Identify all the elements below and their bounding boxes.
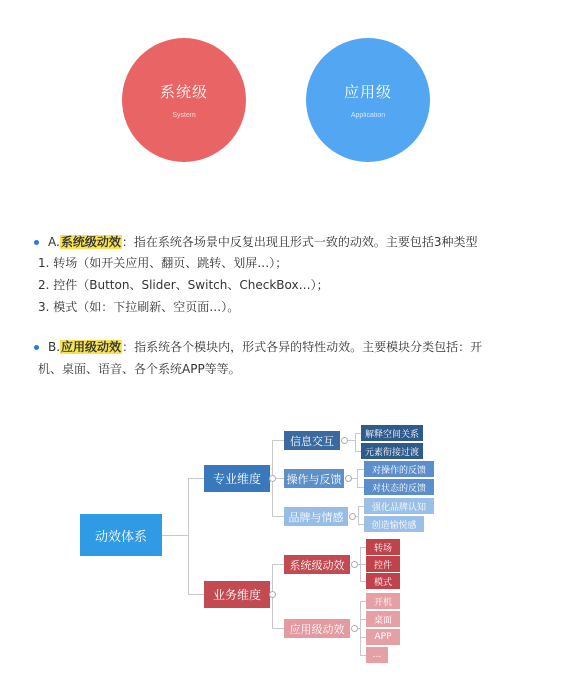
node-operation-feedback: 操作与反馈	[284, 469, 344, 488]
leaf-node: 创造愉悦感	[364, 516, 424, 532]
leaf-node: 转场	[366, 539, 400, 555]
node-app-motion: 应用级动效	[284, 619, 350, 638]
node-business-dimension: 业务维度	[204, 581, 270, 608]
node-brand-emotion: 品牌与情感	[284, 507, 348, 526]
para-b-rest: ：指系统各个模块内，形式各异的特性动效。主要模块分类包括：开	[122, 340, 483, 354]
leaf-node: APP	[366, 629, 400, 645]
collapse-dot-icon	[351, 625, 358, 632]
mindmap-root: 动效体系	[80, 514, 162, 556]
paragraph-a	[48, 231, 477, 253]
collapse-dot-icon	[269, 475, 276, 482]
node-info-interaction: 信息交互	[284, 431, 340, 450]
system-circle	[122, 38, 246, 162]
para-a-highlight: 系统级动效	[60, 235, 121, 249]
paragraph-b-line2: 机、桌面、语音、各个系统APP等等。	[38, 362, 241, 376]
bullet-dot-b	[34, 345, 39, 350]
system-circle-title: 系统级	[159, 83, 208, 101]
leaf-node: 解释空间关系	[361, 425, 423, 441]
system-circle-subtitle: System	[172, 112, 196, 119]
node-system-motion: 系统级动效	[284, 555, 350, 574]
para-b-highlight: 应用级动效	[61, 340, 122, 354]
collapse-dot-icon	[269, 591, 276, 598]
list-item-1: 1. 转场（如开关应用、翻页、跳转、划屏…）；	[38, 256, 288, 270]
collapse-dot-icon	[351, 561, 358, 568]
para-a-prefix: A.	[48, 235, 60, 249]
leaf-node: 强化品牌认知	[364, 498, 434, 514]
application-circle	[306, 38, 430, 162]
para-a-rest: ：指在系统各场景中反复出现且形式一致的动效。主要包括3种类型	[121, 235, 478, 249]
collapse-dot-icon	[349, 513, 356, 520]
list-item-3: 3. 模式（如：下拉刷新、空页面…）。	[38, 300, 240, 314]
application-circle-title: 应用级	[343, 83, 392, 101]
leaf-node: 对状态的反馈	[364, 479, 434, 495]
para-b-prefix: B.	[48, 340, 61, 354]
application-circle-subtitle: Application	[350, 112, 386, 119]
leaf-node: 对操作的反馈	[364, 461, 434, 477]
leaf-node: 桌面	[366, 611, 400, 627]
leaf-node: ...	[366, 647, 388, 663]
leaf-node: 开机	[366, 593, 400, 609]
leaf-node: 模式	[366, 573, 400, 589]
leaf-node: 元素衔接过渡	[361, 443, 423, 459]
leaf-node: 控件	[366, 556, 400, 572]
paragraph-b	[48, 336, 482, 358]
collapse-dot-icon	[345, 475, 352, 482]
node-professional-dimension: 专业维度	[204, 465, 270, 492]
bullet-dot-a	[34, 240, 39, 245]
collapse-dot-icon	[341, 437, 348, 444]
list-item-2: 2. 控件（Button、Slider、Switch、CheckBox…）；	[38, 278, 329, 292]
